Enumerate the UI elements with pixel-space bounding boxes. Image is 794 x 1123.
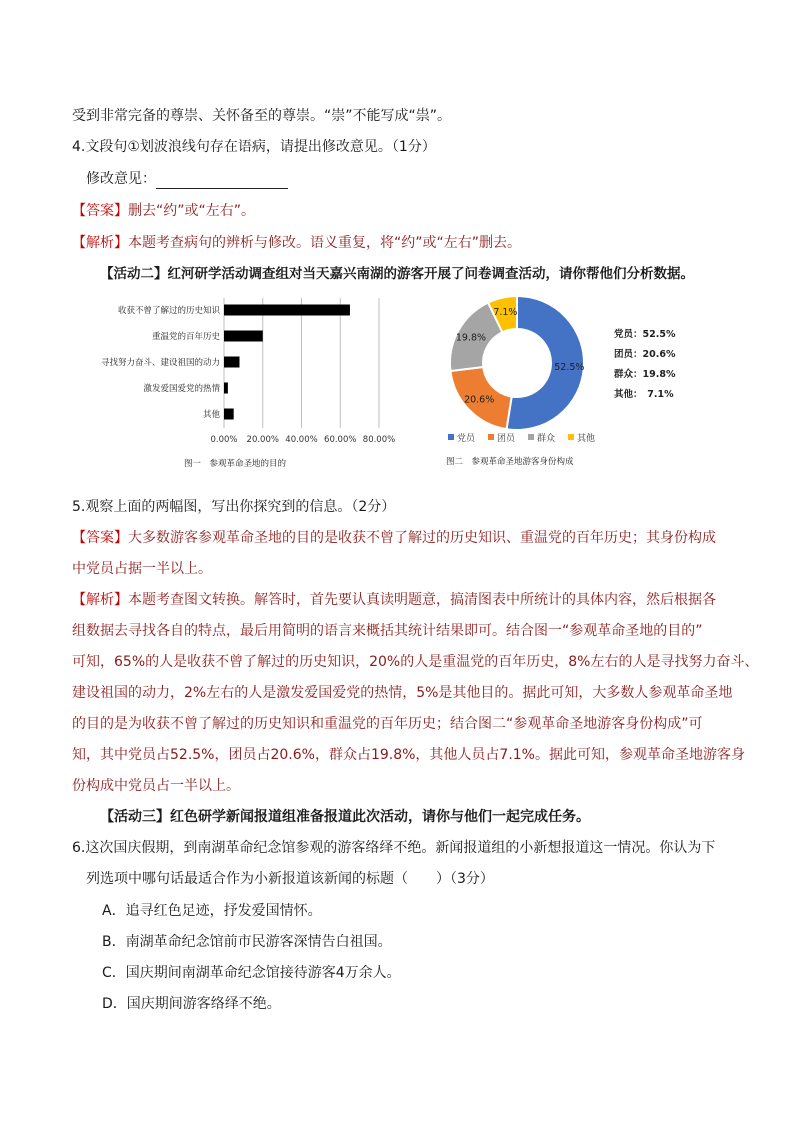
purpose-bar-chart	[72, 292, 412, 472]
side-legend-item: 其他： 7.1%	[614, 389, 674, 400]
explanation-tag: 【解析】	[72, 235, 128, 251]
x-tick-label: 60.00%	[324, 435, 357, 445]
question-6-line-1: 6.这次国庆假期，到南湖革命纪念馆参观的游客络绎不绝。新闻报道组的小新想报道这一情况。你认为下	[72, 840, 716, 856]
q4-answer-field	[86, 169, 288, 189]
text-line-1: 受到非常完备的尊崇、关怀备至的尊崇。“崇”不能写成“祟”。	[72, 108, 452, 124]
answer-text: 删去“约”或“左右”。	[128, 203, 256, 219]
side-legend-item: 党员：52.5%	[614, 329, 676, 340]
chart-title: 图二 参观革命圣地游客身份构成	[446, 457, 574, 467]
legend-label: 党员	[457, 434, 476, 444]
category-label: 其他	[202, 410, 220, 420]
q4-answer	[72, 201, 255, 221]
answer-blank[interactable]	[156, 172, 288, 189]
legend-swatch	[448, 434, 454, 440]
q5-explanation-3: 可知，65%的人是收获不曾了解过的历史知识，20%的人是重温党的百年历史，8%左右的人是寻找努力奋斗、	[72, 654, 759, 670]
legend-label: 团员	[497, 434, 516, 444]
category-label: 寻找努力奋斗、建设祖国的动力	[100, 358, 220, 368]
question-5: 5.观察上面的两幅图，写出你探究到的信息。（2分）	[72, 499, 396, 515]
legend-swatch	[528, 434, 534, 440]
answer-text: 大多数游客参观革命圣地的目的是收获不曾了解过的历史知识、重温党的百年历史；其身份构成	[128, 530, 716, 546]
slice-label: 52.5%	[554, 362, 585, 374]
option-a[interactable]: A．追寻红色足迹，抒发爱国情怀。	[102, 903, 322, 919]
q4-explanation	[72, 233, 521, 253]
legend-label: 群众	[537, 434, 556, 444]
explanation-text: 本题考查病句的辨析与修改。语义重复，将“约”或“左右”删去。	[128, 235, 522, 251]
x-tick-label: 40.00%	[285, 435, 318, 445]
q5-explanation-5: 的目的是为收获不曾了解过的历史知识和重温党的百年历史；结合图二“参观革命圣地游客身份构成”可	[72, 716, 703, 732]
slice-label: 19.8%	[455, 332, 487, 344]
option-d[interactable]: D．国庆期间游客络绎不绝。	[102, 996, 281, 1012]
legend-swatch	[568, 434, 574, 440]
bar	[224, 357, 240, 368]
explanation-tag: 【解析】	[72, 592, 128, 608]
option-c[interactable]: C．国庆期间南湖革命纪念馆接待游客4万余人。	[102, 965, 401, 981]
q5-explanation-4: 建设祖国的动力，2%左右的人是激发爱国爱党的热情，5%是其他目的。据此可知，大多数人参观革命圣地	[72, 685, 733, 701]
chart-title: 图一 参观革命圣地的目的	[184, 459, 287, 469]
bar	[224, 331, 263, 342]
q5-explanation-6: 知，其中党员占52.5%，团员占20.6%，群众占19.8%，其他人员占7.1%。据此可知，参观革命圣地游客身	[72, 747, 745, 763]
q5-answer-1	[72, 528, 716, 548]
legend-label: 其他	[577, 434, 596, 444]
activity-3-heading: 【活动三】红色研学新闻报道组准备报道此次活动，请你与他们一起完成任务。	[100, 809, 590, 825]
slice-label: 20.6%	[464, 394, 495, 406]
category-label: 激发爱国爱党的热情	[143, 384, 220, 394]
x-tick-label: 20.00%	[246, 435, 279, 445]
q4-label: 修改意见：	[86, 171, 156, 187]
q5-explanation-7: 份构成中党员占一半以上。	[72, 778, 240, 794]
x-tick-label: 0.00%	[210, 435, 238, 445]
category-label: 重温党的百年历史	[151, 332, 220, 342]
q5-answer-2: 中党员占据一半以上。	[72, 561, 212, 577]
side-legend-item: 群众：19.8%	[614, 369, 676, 380]
bar	[224, 383, 228, 394]
option-b[interactable]: B．南湖革命纪念馆前市民游客深情告白祖国。	[102, 934, 392, 950]
slice-label: 7.1%	[493, 306, 518, 318]
q5-explanation-1	[72, 590, 716, 610]
explanation-text: 本题考查图文转换。解答时，首先要认真读明题意，搞清图表中所统计的具体内容，然后根据各	[128, 592, 716, 608]
question-6-line-2: 列选项中哪句话最适合作为小新报道该新闻的标题（ ）（3分）	[86, 871, 494, 887]
category-label: 收获不曾了解过的历史知识	[117, 306, 220, 316]
x-tick-label: 80.00%	[362, 435, 396, 445]
bar	[224, 409, 234, 420]
identity-donut-chart	[430, 290, 730, 472]
q5-explanation-2: 组数据去寻找各自的特点，最后用简明的语言来概括其统计结果即可。结合图一“参观革命圣地的目的”	[72, 623, 703, 639]
answer-tag: 【答案】	[72, 203, 128, 219]
activity-2-heading: 【活动二】红河研学活动调查组对当天嘉兴南湖的游客开展了问卷调查活动，请你帮他们分析数据。	[100, 266, 694, 282]
answer-tag: 【答案】	[72, 530, 128, 546]
question-4: 4.文段句①划波浪线句存在语病，请提出修改意见。（1分）	[72, 139, 436, 155]
side-legend-item: 团员：20.6%	[614, 349, 676, 360]
bar	[224, 305, 350, 316]
legend-swatch	[488, 434, 494, 440]
